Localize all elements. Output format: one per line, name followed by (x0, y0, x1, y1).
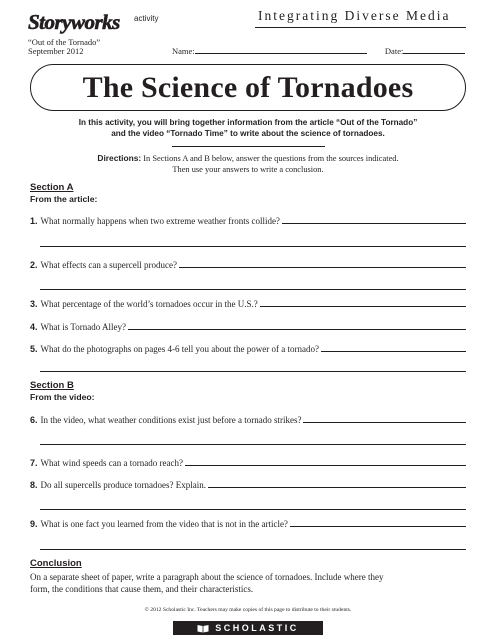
answer-field[interactable] (260, 299, 466, 307)
answer-line[interactable] (40, 549, 466, 550)
question-5: 5. What do the photographs on pages 4-6 tell you about the power of a tornado? (30, 344, 466, 354)
question-text: What do the photographs on pages 4-6 tell you about the power of a tornado? (40, 344, 319, 354)
question-text: What percentage of the world’s tornadoes occur in the U.S.? (40, 299, 258, 309)
conclusion-line: On a separate sheet of paper, write a paragraph about the science of tornadoes. Include where they (30, 572, 384, 582)
date-field[interactable] (403, 46, 465, 54)
section-b-subheading: From the video: (30, 392, 95, 402)
open-book-icon (197, 624, 209, 633)
answer-field[interactable] (282, 216, 466, 224)
publisher-name: SCHOLASTIC (215, 623, 299, 633)
question-7: 7. What wind speeds can a tornado reach? (30, 458, 466, 468)
header-divider (255, 27, 466, 28)
date-label: Date: (384, 46, 404, 56)
name-field[interactable] (195, 46, 367, 54)
question-text: What normally happens when two extreme weather fronts collide? (40, 216, 280, 226)
question-9: 9. What is one fact you learned from the video that is not in the article? (30, 519, 466, 529)
page-title: The Science of Tornadoes (82, 70, 414, 104)
issue-date: September 2012 (28, 46, 84, 56)
question-text: What wind speeds can a tornado reach? (40, 458, 183, 468)
conclusion-text (30, 572, 470, 595)
conclusion-line: form, the conditions that cause them, and their characteristics. (30, 583, 254, 594)
intro-line: and the video “Tornado Time” to write about the science of tornadoes. (111, 129, 385, 138)
answer-line[interactable] (40, 371, 466, 372)
question-1: 1. What normally happens when two extreme weather fronts collide? (30, 216, 466, 226)
answer-field[interactable] (128, 322, 466, 330)
conclusion-heading: Conclusion (30, 558, 82, 569)
answer-field[interactable] (321, 344, 466, 352)
answer-field[interactable] (185, 458, 466, 466)
intro-divider (172, 146, 325, 147)
intro-text (30, 117, 466, 139)
answer-field[interactable] (179, 260, 466, 268)
question-text: Do all supercells produce tornadoes? Explain. (40, 480, 206, 490)
question-6: 6. In the video, what weather conditions exist just before a tornado strikes? (30, 415, 466, 425)
question-3: 3. What percentage of the world’s tornadoes occur in the U.S.? (30, 299, 466, 309)
directions-line: In Sections A and B below, answer the questions from the sources indicated. (143, 154, 399, 163)
answer-line[interactable] (40, 289, 466, 290)
svg-text:Storyworks: Storyworks (28, 10, 120, 34)
answer-line[interactable] (40, 444, 466, 445)
answer-field[interactable] (303, 415, 466, 423)
document-type: Integrating Diverse Media (258, 8, 451, 23)
question-text: What is Tornado Alley? (40, 322, 126, 332)
copyright-notice: © 2012 Scholastic Inc. Teachers may make copies of this page to distribute to their students. (144, 607, 352, 613)
section-b-heading: Section B (30, 380, 74, 391)
directions-line: Then use your answers to write a conclusion. (172, 165, 324, 174)
storyworks-logo (27, 6, 137, 36)
answer-field[interactable] (290, 519, 466, 527)
section-a-heading: Section A (30, 182, 74, 193)
question-2: 2. What effects can a supercell produce? (30, 260, 466, 270)
question-4: 4. What is Tornado Alley? (30, 322, 466, 332)
question-text: What is one fact you learned from the video that is not in the article? (40, 519, 288, 529)
source-article-title: “Out of the Tornado” (28, 37, 101, 47)
answer-field[interactable] (208, 480, 466, 488)
question-8: 8. Do all supercells produce tornadoes? Explain. (30, 480, 466, 490)
activity-tag: activity (134, 14, 159, 23)
question-text: In the video, what weather conditions exist just before a tornado strikes? (40, 415, 302, 425)
directions-label: Directions: (97, 153, 142, 163)
name-date-row (172, 46, 465, 56)
directions (30, 153, 466, 175)
section-a-subheading: From the article: (30, 194, 98, 204)
intro-line: In this activity, you will bring together information from the article “Out of the Tornado” (78, 118, 418, 127)
answer-line[interactable] (40, 509, 466, 510)
name-label: Name: (172, 46, 195, 56)
answer-line[interactable] (40, 246, 466, 247)
publisher-bar (173, 621, 323, 635)
title-banner (30, 64, 466, 111)
question-text: What effects can a supercell produce? (40, 260, 178, 270)
